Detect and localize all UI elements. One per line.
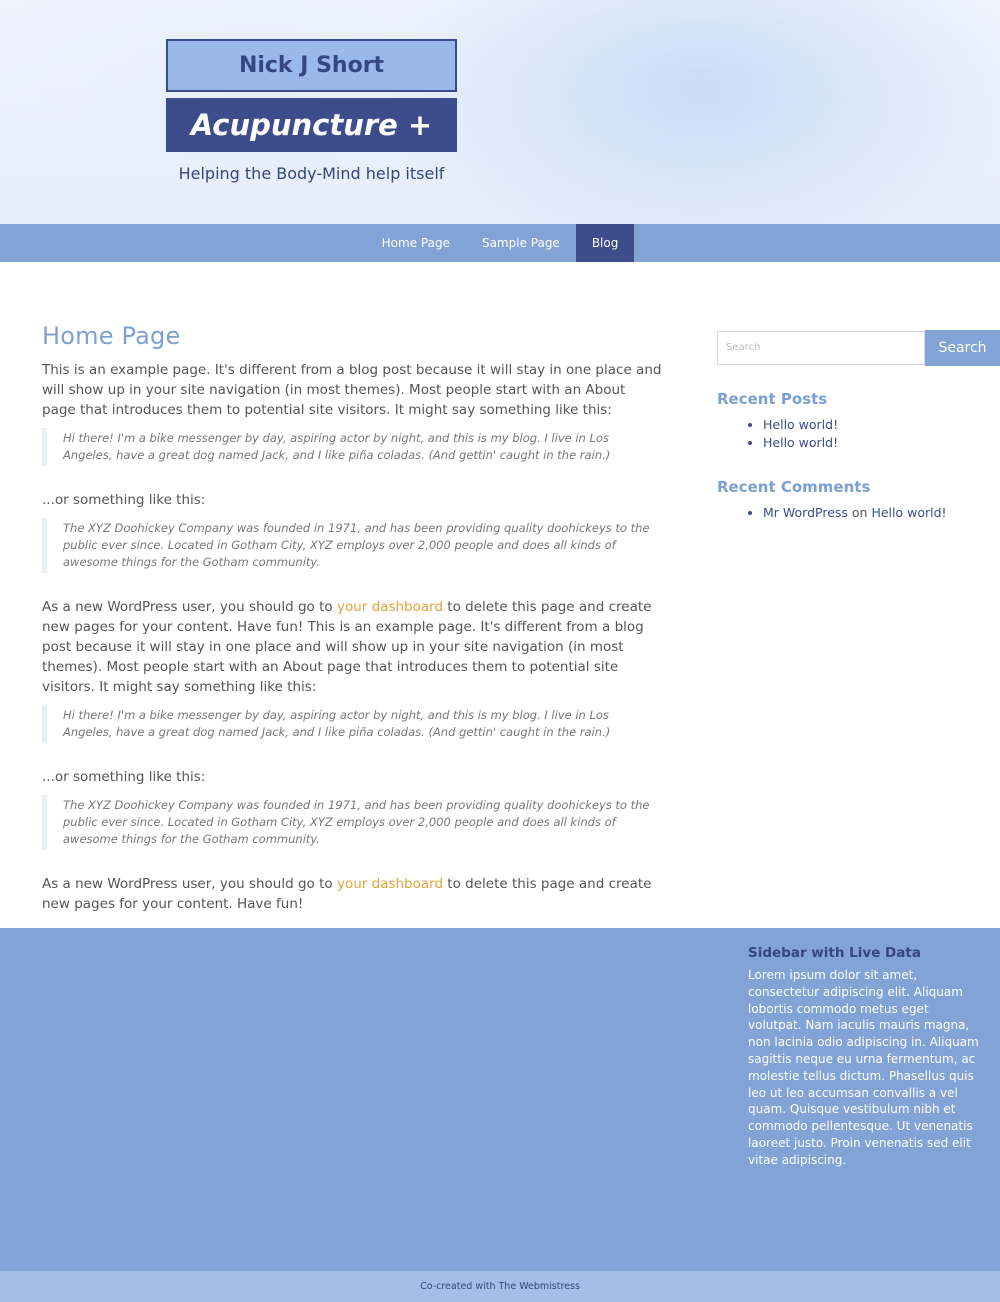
dashboard-link[interactable]: your dashboard [336,599,444,615]
recent-posts-list [717,416,1000,452]
footer-credit[interactable]: Co-created with The Webmistress [0,1271,1000,1302]
comment-author-link[interactable]: Mr WordPress [763,505,848,520]
logo-name[interactable]: Nick J Short [166,39,457,92]
page-title: Home Page [42,322,181,350]
recent-posts-widget [717,390,1000,452]
sidebar [717,330,1000,522]
comment-post-link[interactable]: Hello world! [871,505,947,520]
paragraph-dashboard-2 [42,874,662,914]
list-item [763,434,1000,452]
footer-widget-title: Sidebar with Live Data [748,945,921,961]
paragraph-or-1: ...or something like this: [42,492,206,508]
footer-widgets [0,928,1000,1271]
blockquote-3: Hi there! I'm a bike messenger by day, aspiring actor by night, and this is my blog. I live in Los Angeles, have a great dog named Jack, and I like piña coladas. (And gettin' caught in the rain.) [42,705,662,743]
site-header [0,0,1000,224]
recent-comments-title: Recent Comments [717,478,871,496]
paragraph-or-2: ...or something like this: [42,769,206,785]
post-link[interactable]: Hello world! [763,417,839,432]
recent-comments-list [717,504,1000,522]
text-segment: As a new WordPress user, you should go to [42,599,337,615]
blockquote-2: The XYZ Doohickey Company was founded in 1971, and has been providing quality doohickeys to the public ever since. Located in Gotham City, XYZ employs over 2,000 people and does all kinds of awesome things for the Gotham community. [42,518,662,573]
comment-on-text: on [847,505,872,520]
recent-comments-widget [717,478,1000,522]
text-segment: to delete this page and create new pages for your content. Have fun! This is an example page. It's different from a blog post because it will stay in one place and will show up in your site navigation (in most themes). Most people start with an About page that introduces them to potential site visitors. It might say something like this: [42,599,652,695]
nav-item-home-page[interactable]: Home Page [381,236,450,250]
paragraph-intro: This is an example page. It's different from a blog post because it will stay in one place and will show up in your site navigation (in most themes). Most people start with an About page that introduces them to potential site visitors. It might say something like this: [42,362,662,418]
recent-posts-title: Recent Posts [717,390,828,408]
dashboard-link[interactable]: your dashboard [336,876,444,892]
nav-item-sample-page[interactable]: Sample Page [481,236,560,250]
main-navigation [0,224,1000,262]
search-form [717,330,1000,366]
footer-widget [748,945,984,1169]
nav-item-blog[interactable]: Blog [576,224,635,262]
search-input[interactable]: Search [717,331,925,365]
post-link[interactable]: Hello world! [763,435,839,450]
main-content [42,322,662,914]
list-item [763,416,1000,434]
list-item [763,504,1000,522]
site-tagline: Helping the Body-Mind help itself [178,164,445,183]
text-segment: As a new WordPress user, you should go to [42,876,337,892]
paragraph-dashboard-1 [42,597,662,697]
blockquote-1: Hi there! I'm a bike messenger by day, aspiring actor by night, and this is my blog. I live in Los Angeles, have a great dog named Jack, and I like piña coladas. (And gettin' caught in the rain.) [42,428,662,466]
search-button[interactable]: Search [925,330,1000,366]
blockquote-4: The XYZ Doohickey Company was founded in 1971, and has been providing quality doohickeys to the public ever since. Located in Gotham City, XYZ employs over 2,000 people and does all kinds of awesome things for the Gotham community. [42,795,662,850]
text-segment: to delete this page and create new pages for your content. Have fun! [42,876,652,912]
footer-widget-text: Lorem ipsum dolor sit amet, consectetur adipiscing elit. Aliquam lobortis commodo metus eget volutpat. Nam iaculis mauris magna, non lacinia odio adipiscing in. Aliquam sagittis neque eu urna fermentum, ac molestie tellus dictum. Phasellus quis leo ut leo accumsan convallis a vel quam. Quisque vestibulum nibh et commodo pellentesque. Ut venenatis laoreet justo. Proin venenatis sed elit vitae adipiscing. [748,968,979,1167]
logo-subtitle[interactable]: Acupuncture + [166,98,457,152]
